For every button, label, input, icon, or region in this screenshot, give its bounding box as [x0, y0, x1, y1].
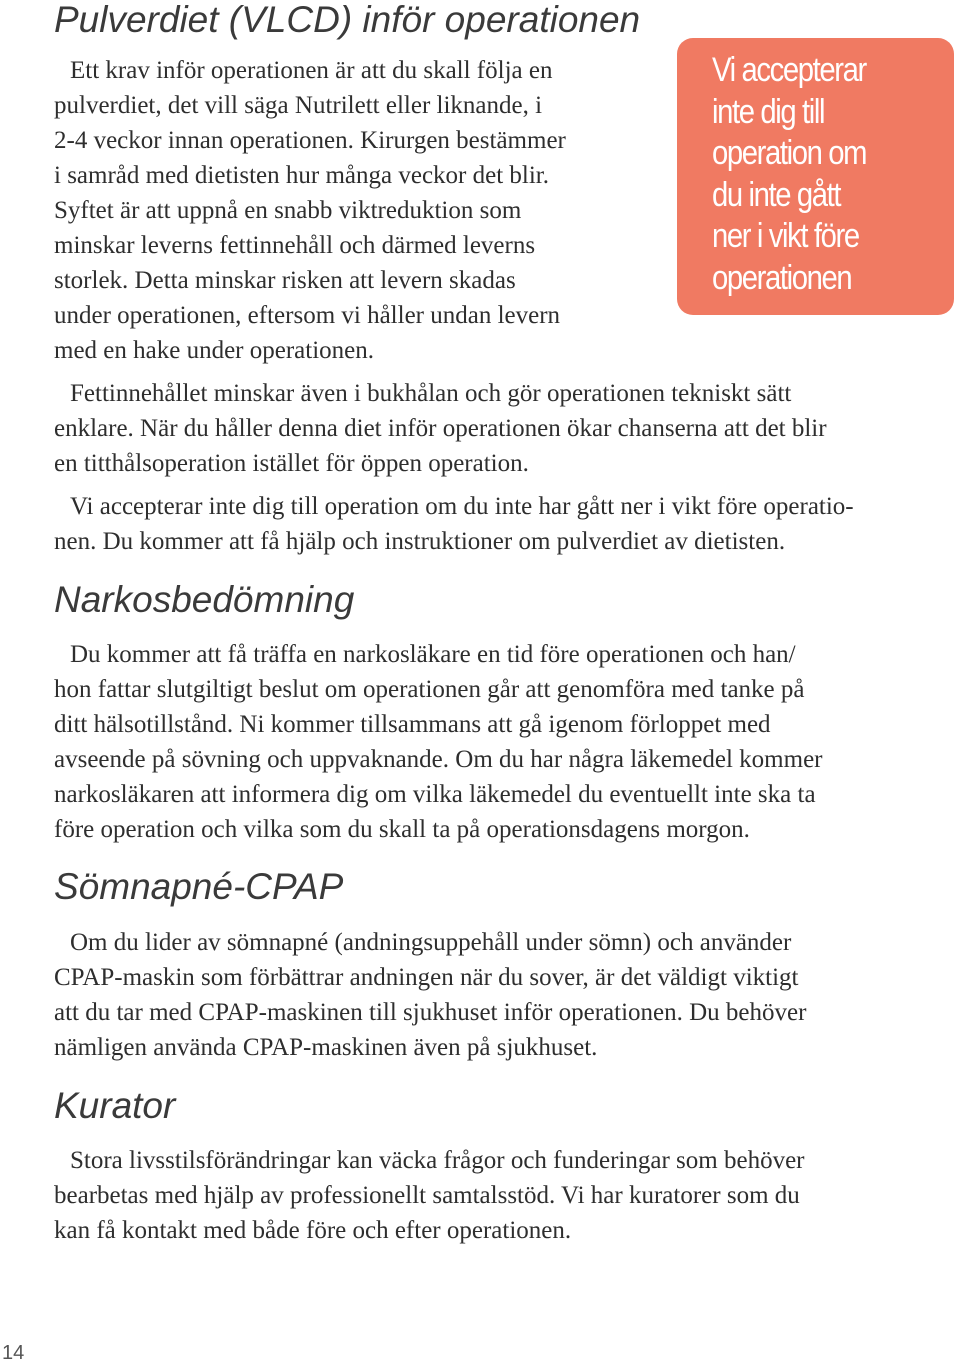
text-line: före operation och vilka som du skall ta på operationsdagens morgon. [54, 816, 750, 843]
paragraph-pulverdiet-intro [54, 53, 566, 368]
text-line: 2-4 veckor innan operationen. Kirurgen bestämmer [54, 127, 566, 154]
callout-line: operationen [712, 258, 852, 297]
text-line: kan få kontakt med både före och efter operationen. [54, 1217, 572, 1244]
text-line: storlek. Detta minskar risken att levern skadas [54, 267, 516, 294]
text-line: nämligen använda CPAP-maskinen även på sjukhuset. [54, 1034, 598, 1061]
text-line: med en hake under operationen. [54, 337, 375, 364]
callout-line: ner i vikt före [712, 217, 859, 255]
text-line: att du tar med CPAP-maskinen till sjukhuset inför operationen. Du behöver [54, 999, 807, 1026]
text-line: CPAP-maskin som förbättrar andningen när du sover, är det väldigt viktigt [54, 964, 799, 991]
text-line: nen. Du kommer att få hjälp och instruktioner om pulverdiet av dietisten. [54, 528, 786, 555]
paragraph-cpap [54, 925, 806, 1065]
text-line: Syftet är att uppnå en snabb viktreduktion som [54, 197, 522, 224]
text-line: ditt hälsotillstånd. Ni kommer tillsammans att gå igenom förloppet med [54, 711, 771, 738]
text-line: en titthålsoperation istället för öppen operation. [54, 450, 529, 477]
text-line: Du kommer att få träffa en narkosläkare en tid före operationen och han/ [70, 641, 796, 668]
text-line: narkosläkaren att informera dig om vilka läkemedel du eventuellt inte ska ta [54, 781, 816, 808]
text-line: Vi accepterar inte dig till operation om du inte har gått ner i vikt före operatio- [70, 493, 854, 520]
paragraph-pulverdiet-acceptance [54, 489, 854, 559]
text-line: avseende på sövning och uppvaknande. Om du har några läkemedel kommer [54, 746, 823, 773]
text-line: pulverdiet, det vill säga Nutrilett eller liknande, i [54, 92, 543, 119]
text-line: Om du lider av sömnapné (andningsuppehåll under sömn) och använder [70, 929, 792, 956]
callout-box [677, 38, 954, 315]
text-line: bearbetas med hjälp av professionellt samtalsstöd. Vi har kuratorer som du [54, 1182, 800, 1209]
text-line: minskar leverns fettinnehåll och därmed leverns [54, 232, 536, 259]
page-number: 14 [2, 1342, 25, 1364]
section-heading-cpap: Sömnapné-CPAP [54, 866, 344, 907]
section-heading-narkos: Narkosbedömning [54, 579, 355, 620]
callout-line: du inte gått [712, 175, 841, 214]
text-line: under operationen, eftersom vi håller undan levern [54, 302, 561, 329]
section-heading-pulverdiet: Pulverdiet (VLCD) inför operationen [54, 0, 641, 40]
callout-line: operation om [712, 134, 867, 172]
text-line: Stora livsstilsförändringar kan väcka frågor och funderingar som behöver [70, 1147, 805, 1174]
text-line: Ett krav inför operationen är att du skall följa en [70, 57, 553, 84]
text-line: i samråd med dietisten hur många veckor det blir. [54, 162, 549, 189]
callout-line: Vi accepterar [712, 51, 866, 89]
callout-line: inte dig till [712, 92, 825, 131]
text-line: Fettinnehållet minskar även i bukhålan och gör operationen tekniskt sätt [70, 380, 792, 407]
paragraph-narkos [54, 637, 823, 847]
text-line: enklare. När du håller denna diet inför operationen ökar chanserna att det blir [54, 415, 827, 442]
text-line: hon fattar slutgiltigt beslut om operationen går att genomföra med tanke på [54, 676, 805, 703]
paragraph-pulverdiet-fat [54, 376, 827, 481]
paragraph-kurator [54, 1143, 805, 1248]
section-heading-kurator: Kurator [54, 1085, 176, 1126]
